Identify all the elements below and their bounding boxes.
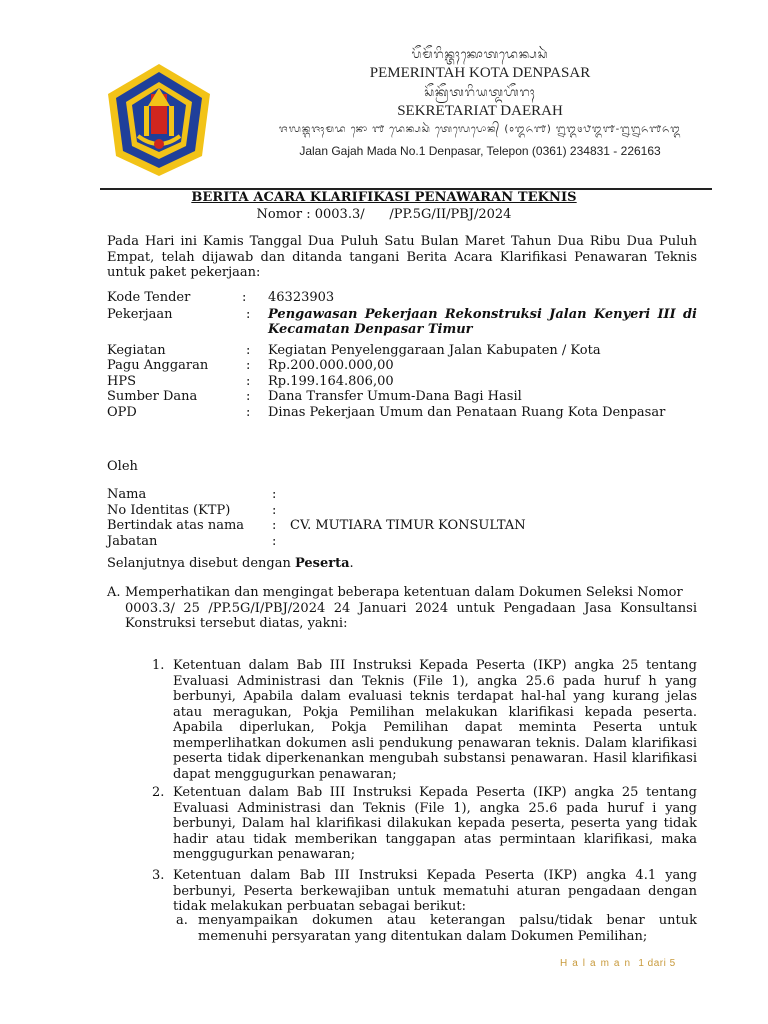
tender-key: Pagu Anggaran <box>107 358 209 373</box>
identity-value <box>290 487 697 503</box>
clause-number: 2. <box>152 785 165 800</box>
identity-details <box>107 487 697 549</box>
tender-row <box>107 374 697 390</box>
intro-paragraph: Pada Hari ini Kamis Tanggal Dua Puluh Satu Bulan Maret Tahun Dua Ribu Dua Puluh Empat, telah dijawab dan ditanda tangani Berita Acara Klarifikasi Penawaran Teknis untuk paket pekerjaan: <box>107 234 697 280</box>
subclause-letter: a. <box>176 913 188 928</box>
clause-number: 3. <box>152 868 165 883</box>
identity-row <box>107 503 697 519</box>
identity-row <box>107 487 697 503</box>
identity-sep: : <box>272 518 277 533</box>
clause-text: Ketentuan dalam Bab III Instruksi Kepada Peserta (IKP) angka 25 tentang Evaluasi Administrasi dan Teknis (File 1), angka 25.6 pada huruf h yang berbunyi, Apabila dalam evaluasi teknis terdapat hal-hal yang kurang jelas atau meragukan, Pokja Pemilihan melakukan klarifikasi kepada peserta. Apabila diperlukan, Pokja Pemilihan dapat meminta Peserta untuk memperlihatkan dokumen asli pendukung penawaran teknis. Dalam klarifikasi peserta tidak diperkenankan mengubah substansi penawaran. Hasil klarifikasi dapat menggugurkan penawaran; <box>173 658 697 782</box>
tender-row <box>107 389 697 405</box>
tender-key: HPS <box>107 373 136 389</box>
tender-value: 46323903 <box>268 290 335 305</box>
tender-row <box>107 405 697 421</box>
tender-details <box>107 290 697 420</box>
footer-page-number: 1 dari 5 <box>638 958 676 969</box>
identity-key: No Identitas (KTP) <box>107 502 231 518</box>
tender-sep: : <box>246 389 251 404</box>
identity-sep: : <box>272 533 277 549</box>
clause-text: Ketentuan dalam Bab III Instruksi Kepada Peserta (IKP) angka 4.1 yang berbunyi, Peserta berkewajiban untuk mematuhi aturan pengadaan dengan tidak melakukan perbuatan sebagai berikut: <box>173 868 697 914</box>
tender-value: Rp.200.000.000,00 <box>268 358 394 373</box>
tender-row <box>107 358 697 374</box>
identity-key: Bertindak atas nama <box>107 518 245 533</box>
balinese-script-line-1: ᬧᭂᬫᭂᬭᬶᬦ᭄ᬢᬄᬓᭀᬢᬤᬾᬦ᭄ᬧᬲᬃ <box>411 47 549 61</box>
tender-row <box>107 343 697 359</box>
section-a-text: Memperhatikan dan mengingat beberapa ketentuan dalam Dokumen Seleksi Nomor <box>125 585 683 600</box>
subclause-text: menyampaikan dokumen atau keterangan palsu/tidak benar untuk memenuhi persyaratan yang ditentukan dalam Dokumen Pemilihan; <box>198 913 697 944</box>
letterhead-text <box>250 44 710 160</box>
tender-sep: : <box>246 306 251 322</box>
identity-sep: : <box>272 502 277 518</box>
tender-value: Dana Transfer Umum-Dana Bagi Hasil <box>268 389 522 404</box>
balinese-script-line-2: ᬲᭂᬓ᭄ᬭᭂᬢᬭᬶᬬᬢ᭄ᬤᬳᭂᬭᬄ <box>424 85 536 99</box>
tender-value: Kegiatan Penyelenggaraan Jalan Kabupaten / Kota <box>268 342 601 358</box>
balinese-script-line-3: ᬚᬮᬦ᭄ᬕᬚᬄᬫᬤ ᬦᭀ ᭑ ᬤᬾᬦ᭄ᬧᬲᬃ ᬢᬾᬮᬾᬧᭀᬦ᭄ (᭐᭓᭖᭑) ᭒᭓᭔᭘᭓᭑-᭒᭒᭖᭑᭖᭓ <box>278 124 682 135</box>
section-a-text-continued: 0003.3/ 25 /PP.5G/I/PBJ/2024 24 Januari 2024 untuk Pengadaan Jasa Konsultansi Konstruksi tersebut diatas, yakni: <box>125 600 697 631</box>
tender-key: Kegiatan <box>107 342 166 358</box>
participant-sentence <box>107 556 354 572</box>
identity-key: Nama <box>107 487 147 502</box>
identity-value <box>290 534 697 550</box>
tender-sep: : <box>246 342 251 358</box>
clause-number: 1. <box>152 658 165 673</box>
clause-text: Ketentuan dalam Bab III Instruksi Kepada Peserta (IKP) angka 25 tentang Evaluasi Administrasi dan Teknis (File 1), angka 25.6 pada huruf i yang berbunyi, Dalam hal klarifikasi dilakukan kepada peserta, peserta yang tidak hadir atau tidak memberikan tanggapan atas permintaan klarifikasi, maka menggugurkan penawaran; <box>173 785 697 862</box>
tender-sep: : <box>246 358 251 373</box>
oleh-label: Oleh <box>107 459 138 474</box>
identity-value: CV. MUTIARA TIMUR KONSULTAN <box>290 518 526 533</box>
identity-sep: : <box>272 487 277 502</box>
tender-value: Pengawasan Pekerjaan Rekonstruksi Jalan Kenyeri III di Kecamatan Denpasar Timur <box>268 306 697 337</box>
document-title-block <box>0 188 768 223</box>
section-a <box>107 585 697 632</box>
document-title: BERITA ACARA KLARIFIKASI PENAWARAN TEKNIS <box>191 190 577 205</box>
clause-item <box>152 658 697 782</box>
letterhead <box>100 40 712 190</box>
tender-row <box>107 290 697 306</box>
identity-row <box>107 518 697 534</box>
tender-value: Rp.199.164.806,00 <box>268 373 394 389</box>
subclause-item <box>176 913 697 944</box>
tender-key: OPD <box>107 404 137 420</box>
letterhead-address: Jalan Gajah Mada No.1 Denpasar, Telepon (0361) 234831 - 226163 <box>299 144 661 158</box>
tender-key: Sumber Dana <box>107 389 198 404</box>
section-a-label: A. <box>107 585 121 600</box>
identity-key: Jabatan <box>107 533 158 549</box>
participant-sentence-suffix: . <box>349 556 354 571</box>
participant-sentence-prefix: Selanjutnya disebut dengan <box>107 556 295 571</box>
participant-term: Peserta <box>294 556 350 571</box>
tender-value: Dinas Pekerjaan Umum dan Penataan Ruang Kota Denpasar <box>268 404 666 420</box>
clause-item <box>152 785 697 863</box>
tender-sep: : <box>246 404 251 420</box>
identity-value <box>290 503 697 519</box>
footer-word: Halaman <box>560 958 636 969</box>
identity-row <box>107 534 697 550</box>
clause-item <box>152 868 697 915</box>
government-name: PEMERINTAH KOTA DENPASAR <box>369 65 591 81</box>
page-footer <box>560 958 676 969</box>
tender-key: Kode Tender <box>107 290 191 305</box>
document-number: Nomor : 0003.3/ /PP.5G/II/PBJ/2024 <box>256 207 512 222</box>
tender-key: Pekerjaan <box>107 306 173 322</box>
denpasar-emblem-logo <box>104 60 214 180</box>
tender-sep: : <box>242 290 247 305</box>
tender-row <box>107 307 697 338</box>
tender-sep: : <box>246 373 251 389</box>
secretariat-name: SEKRETARIAT DAERAH <box>397 103 563 119</box>
